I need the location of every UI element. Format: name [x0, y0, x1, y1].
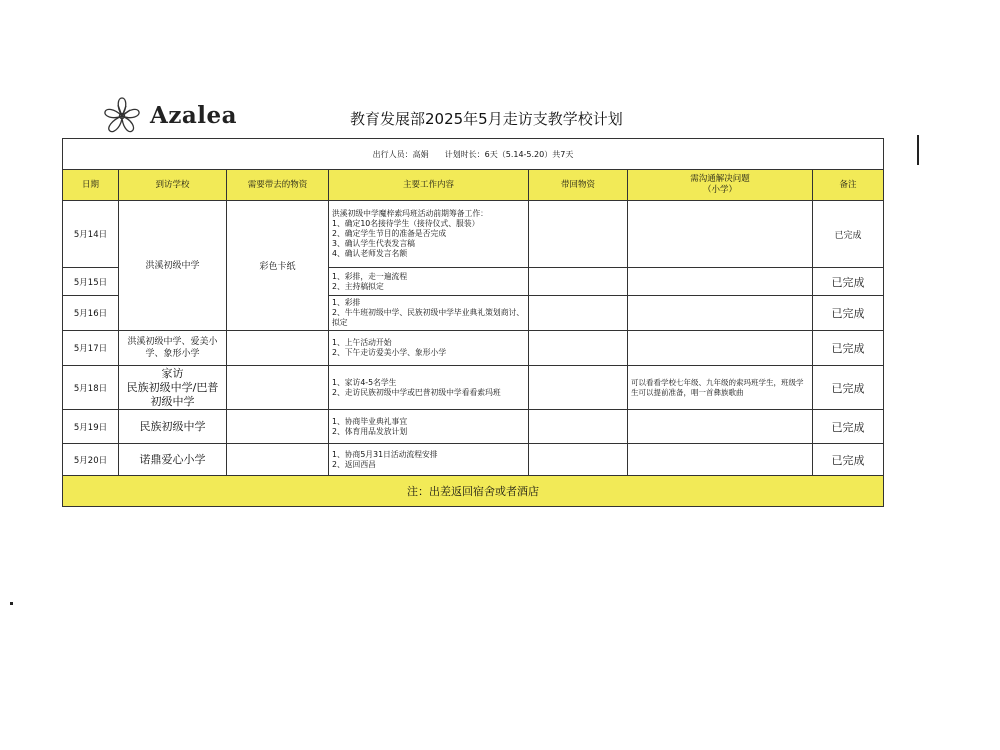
column-header-issues: 需沟通解决问题 （小学） [628, 170, 813, 201]
brand-name: Azalea [150, 102, 238, 129]
note-cell: 已完成 [813, 366, 884, 410]
work-line: 洪溪初级中学魔梓索玛班活动前期筹备工作： [332, 209, 488, 218]
issue-cell: 可以看看学校七年级、九年级的索玛班学生，班级学生可以提前准备，唱一首彝族歌曲 [628, 366, 813, 410]
issue-cell [628, 296, 813, 331]
work-cell [329, 296, 529, 331]
footer-note: 注：出差返回宿舍或者酒店 [63, 476, 884, 507]
table-row [63, 201, 884, 268]
work-line: 1、上午活动开始 [332, 338, 392, 347]
bring-back-cell [529, 268, 628, 296]
work-cell [329, 366, 529, 410]
plan-table [62, 138, 884, 507]
bring-back-cell [529, 201, 628, 268]
work-cell [329, 268, 529, 296]
brand-logo [100, 92, 300, 140]
note-cell: 已完成 [813, 444, 884, 476]
table-row [63, 366, 884, 410]
work-line: 1、确定10名接待学生（接待仪式、服装） [332, 219, 480, 228]
note-cell: 已完成 [813, 268, 884, 296]
note-cell: 已完成 [813, 410, 884, 444]
school-cell: 洪溪初级中学、爱美小学、象形小学 [119, 331, 227, 366]
bring-back-cell [529, 410, 628, 444]
work-line: 2、主持稿拟定 [332, 281, 384, 291]
date-cell: 5月18日 [63, 366, 119, 410]
table-row [63, 444, 884, 476]
issue-cell [628, 268, 813, 296]
date-cell: 5月17日 [63, 331, 119, 366]
school-cell: 家访 民族初级中学/巴普 初级中学 [119, 366, 227, 410]
info-row [63, 139, 884, 170]
work-line: 1、家访4-5名学生 [332, 377, 397, 387]
date-cell: 5月16日 [63, 296, 119, 331]
school-cell: 民族初级中学 [119, 410, 227, 444]
column-header-school: 到访学校 [119, 170, 227, 201]
column-header-work: 主要工作内容 [329, 170, 529, 201]
note-cell: 已完成 [813, 201, 884, 268]
materials-cell: 彩色卡纸 [227, 201, 329, 331]
document-title: 教育发展部2025年5月走访支教学校计划 [350, 110, 623, 128]
work-cell [329, 331, 529, 366]
work-line: 2、返回西昌 [332, 459, 376, 469]
work-line: 2、牛牛班初级中学、民族初级中学毕业典礼策划商讨、拟定 [332, 308, 525, 327]
work-line: 1、协商毕业典礼事宜 [332, 416, 408, 426]
work-line: 1、彩排 [332, 298, 361, 307]
footer-row [63, 476, 884, 507]
bring-back-cell [529, 444, 628, 476]
date-cell: 5月19日 [63, 410, 119, 444]
materials-cell [227, 444, 329, 476]
column-header-date: 日期 [63, 170, 119, 201]
issue-cell [628, 410, 813, 444]
issue-cell [628, 201, 813, 268]
table-row [63, 410, 884, 444]
azalea-flower-icon [100, 94, 144, 138]
issue-cell [628, 444, 813, 476]
note-cell: 已完成 [813, 296, 884, 331]
school-cell: 洪溪初级中学 [119, 201, 227, 331]
trip-info: 出行人员：高娟 计划时长：6天（5.14-5.20）共7天 [63, 139, 884, 170]
scan-mark [10, 602, 13, 605]
date-cell: 5月14日 [63, 201, 119, 268]
materials-cell [227, 331, 329, 366]
work-line: 2、下午走访爱美小学、象形小学 [332, 348, 447, 357]
column-header-bring-back: 带回物资 [529, 170, 628, 201]
scan-mark [917, 135, 919, 165]
bring-back-cell [529, 296, 628, 331]
work-cell [329, 410, 529, 444]
work-line: 2、确定学生节目的准备是否完成 [332, 229, 447, 238]
work-line: 3、确认学生代表发言稿 [332, 239, 415, 248]
materials-cell [227, 410, 329, 444]
date-cell: 5月15日 [63, 268, 119, 296]
work-line: 2、走访民族初级中学或巴普初级中学看看索玛班 [332, 387, 501, 397]
work-cell [329, 201, 529, 268]
bring-back-cell [529, 331, 628, 366]
column-header-notes: 备注 [813, 170, 884, 201]
table-row [63, 331, 884, 366]
document-header [62, 92, 882, 140]
bring-back-cell [529, 366, 628, 410]
work-line: 4、确认老师发言名额 [332, 249, 408, 258]
school-cell: 诺鼎爱心小学 [119, 444, 227, 476]
work-line: 1、彩排，走一遍流程 [332, 271, 408, 281]
work-cell [329, 444, 529, 476]
work-line: 2、体育用品发放计划 [332, 426, 408, 436]
date-cell: 5月20日 [63, 444, 119, 476]
column-header-materials: 需要带去的物资 [227, 170, 329, 201]
note-cell: 已完成 [813, 331, 884, 366]
work-line: 1、协商5月31日活动流程安排 [332, 449, 438, 459]
materials-cell [227, 366, 329, 410]
header-row [63, 170, 884, 201]
issue-cell [628, 331, 813, 366]
